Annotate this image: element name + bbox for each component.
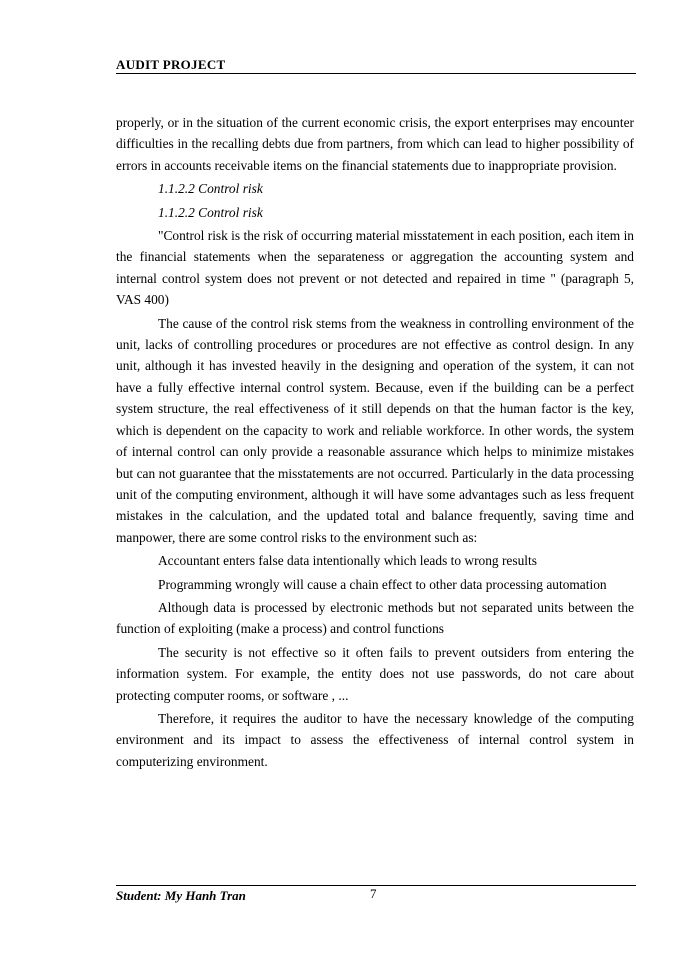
paragraph: Accountant enters false data intentionally which leads to wrong results bbox=[158, 553, 537, 569]
paragraph: "Control risk is the risk of occurring material misstatement in each position, each item in the financial statements when the separateness or aggregation the accounting system and internal control system does not prevent or not detected and repaired in time " (paragraph 5, VAS 400) bbox=[116, 228, 634, 308]
paragraph: properly, or in the situation of the current economic crisis, the export enterprises may encounter difficulties in the recalling debts due from partners, from which can lead to higher possibility of errors in accounts receivable items on the financial statements due to inappropriate provision. bbox=[116, 115, 634, 173]
body-text bbox=[116, 112, 634, 774]
page-number: 7 bbox=[370, 886, 377, 901]
header-rule bbox=[116, 73, 636, 74]
running-header: AUDIT PROJECT bbox=[116, 57, 226, 72]
paragraph: Programming wrongly will cause a chain effect to other data processing automation bbox=[158, 576, 607, 592]
section-heading: 1.1.2.2 Control risk bbox=[158, 204, 263, 220]
paragraph: Therefore, it requires the auditor to have the necessary knowledge of the computing environment and its impact to assess the effectiveness of internal control system in computerizing environment. bbox=[116, 710, 634, 769]
paragraph: Although data is processed by electronic methods but not separated units between the function of exploiting (make a process) and control functions bbox=[116, 599, 634, 637]
footer-student-name: Student: My Hanh Tran bbox=[116, 888, 246, 903]
paragraph: The cause of the control risk stems from the weakness in controlling environment of the unit, lacks of controlling procedures or procedures are not effective as control design. In any unit, although it has invested heavily in the designing and operation of the system, it can not have a fully effective internal control system. Because, even if the building can be a perfect system structure, the real effectiveness of it still depends on that the human factor is the key, which is dependent on the capacity to work and reliable workforce. In other words, the system of internal control can only provide a reasonable assurance which helps to minimize mistakes but can not guarantee that the misstatements are not occurred. Particularly in the data processing unit of the computing environment, although it will have some advantages such as less frequent mistakes in the calculation, and the updated total and balance frequently, saving time and manpower, there are some control risks to the environment such as: bbox=[116, 315, 634, 545]
section-heading: 1.1.2.2 Control risk bbox=[158, 181, 263, 197]
paragraph: The security is not effective so it often fails to prevent outsiders from entering the information system. For example, the entity does not use passwords, do not care about protecting computer rooms, or software , ... bbox=[116, 644, 634, 703]
